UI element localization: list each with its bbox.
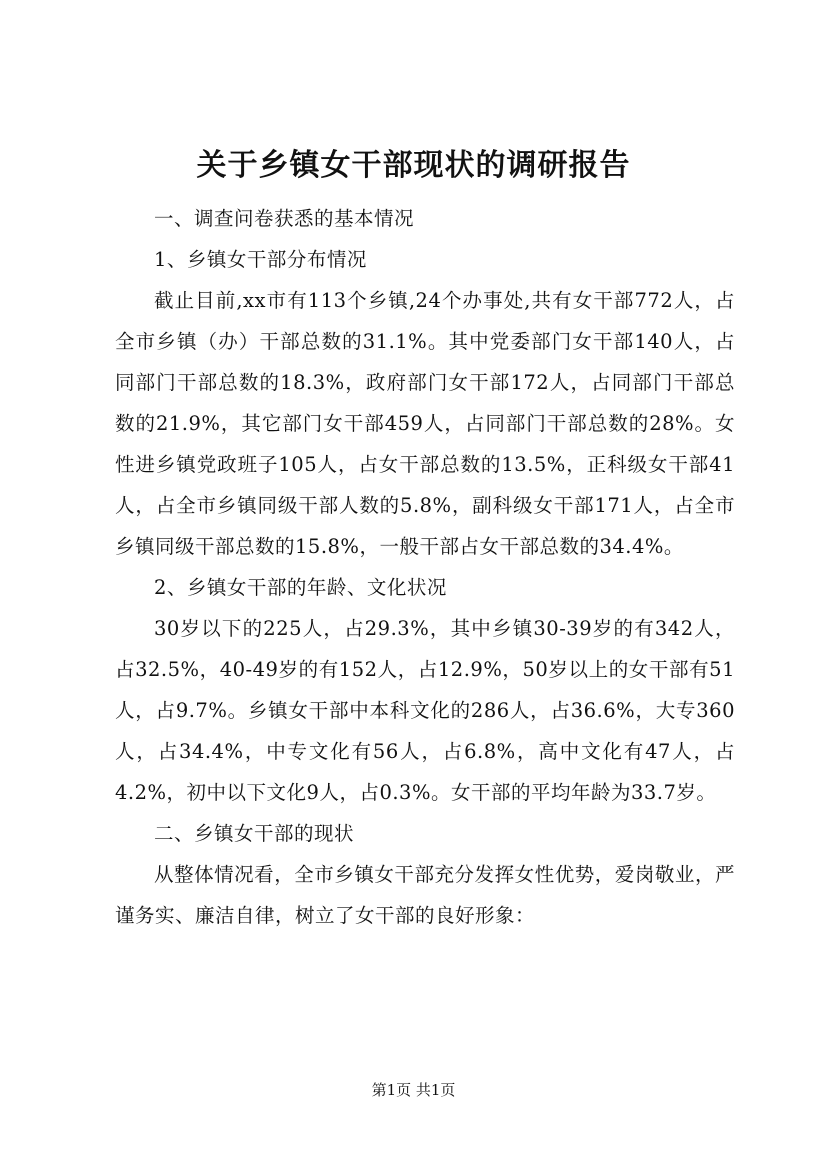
subheading-age-education: 2、乡镇女干部的年龄、文化状况 [154,576,447,599]
paragraph-status: 从整体情况看，全市乡镇女干部充分发挥女性优势，爱岗敬业，严谨务实、廉洁自律，树立了女干部的良好形象： [115,863,735,927]
document-body [115,198,735,936]
page-footer: 第1页 共1页 [371,1081,456,1099]
document-title: 关于乡镇女干部现状的调研报告 [196,148,631,183]
section-heading-status: 二、乡镇女干部的现状 [154,822,355,845]
paragraph-age-education: 30岁以下的225人，占29.3%，其中乡镇30-39岁的有342人，占32.5%，40-49岁的有152人，占12.9%，50岁以上的女干部有51人，占9.7%。乡镇女干部中本科文化的286人，占36.6%，大专360人，占34.4%，中专文化有56人，占6.8%，高中文化有47人，占4.2%，初中以下文化9人，占0.3%。女干部的平均年龄为33.7岁。 [115,617,735,804]
paragraph-distribution: 截止目前,xx市有113个乡镇,24个办事处,共有女干部772人，占全市乡镇（办）干部总数的31.1%。其中党委部门女干部140人，占同部门干部总数的18.3%，政府部门女干部172人，占同部门干部总数的21.9%，其它部门女干部459人，占同部门干部总数的28%。女性进乡镇党政班子105人，占女干部总数的13.5%，正科级女干部41人，占全市乡镇同级干部人数的5.8%，副科级女干部171人，占全市乡镇同级干部总数的15.8%，一般干部占女干部总数的34.4%。 [115,289,735,558]
section-heading-survey: 一、调查问卷获悉的基本情况 [154,207,415,230]
subheading-distribution: 1、乡镇女干部分布情况 [154,248,367,271]
